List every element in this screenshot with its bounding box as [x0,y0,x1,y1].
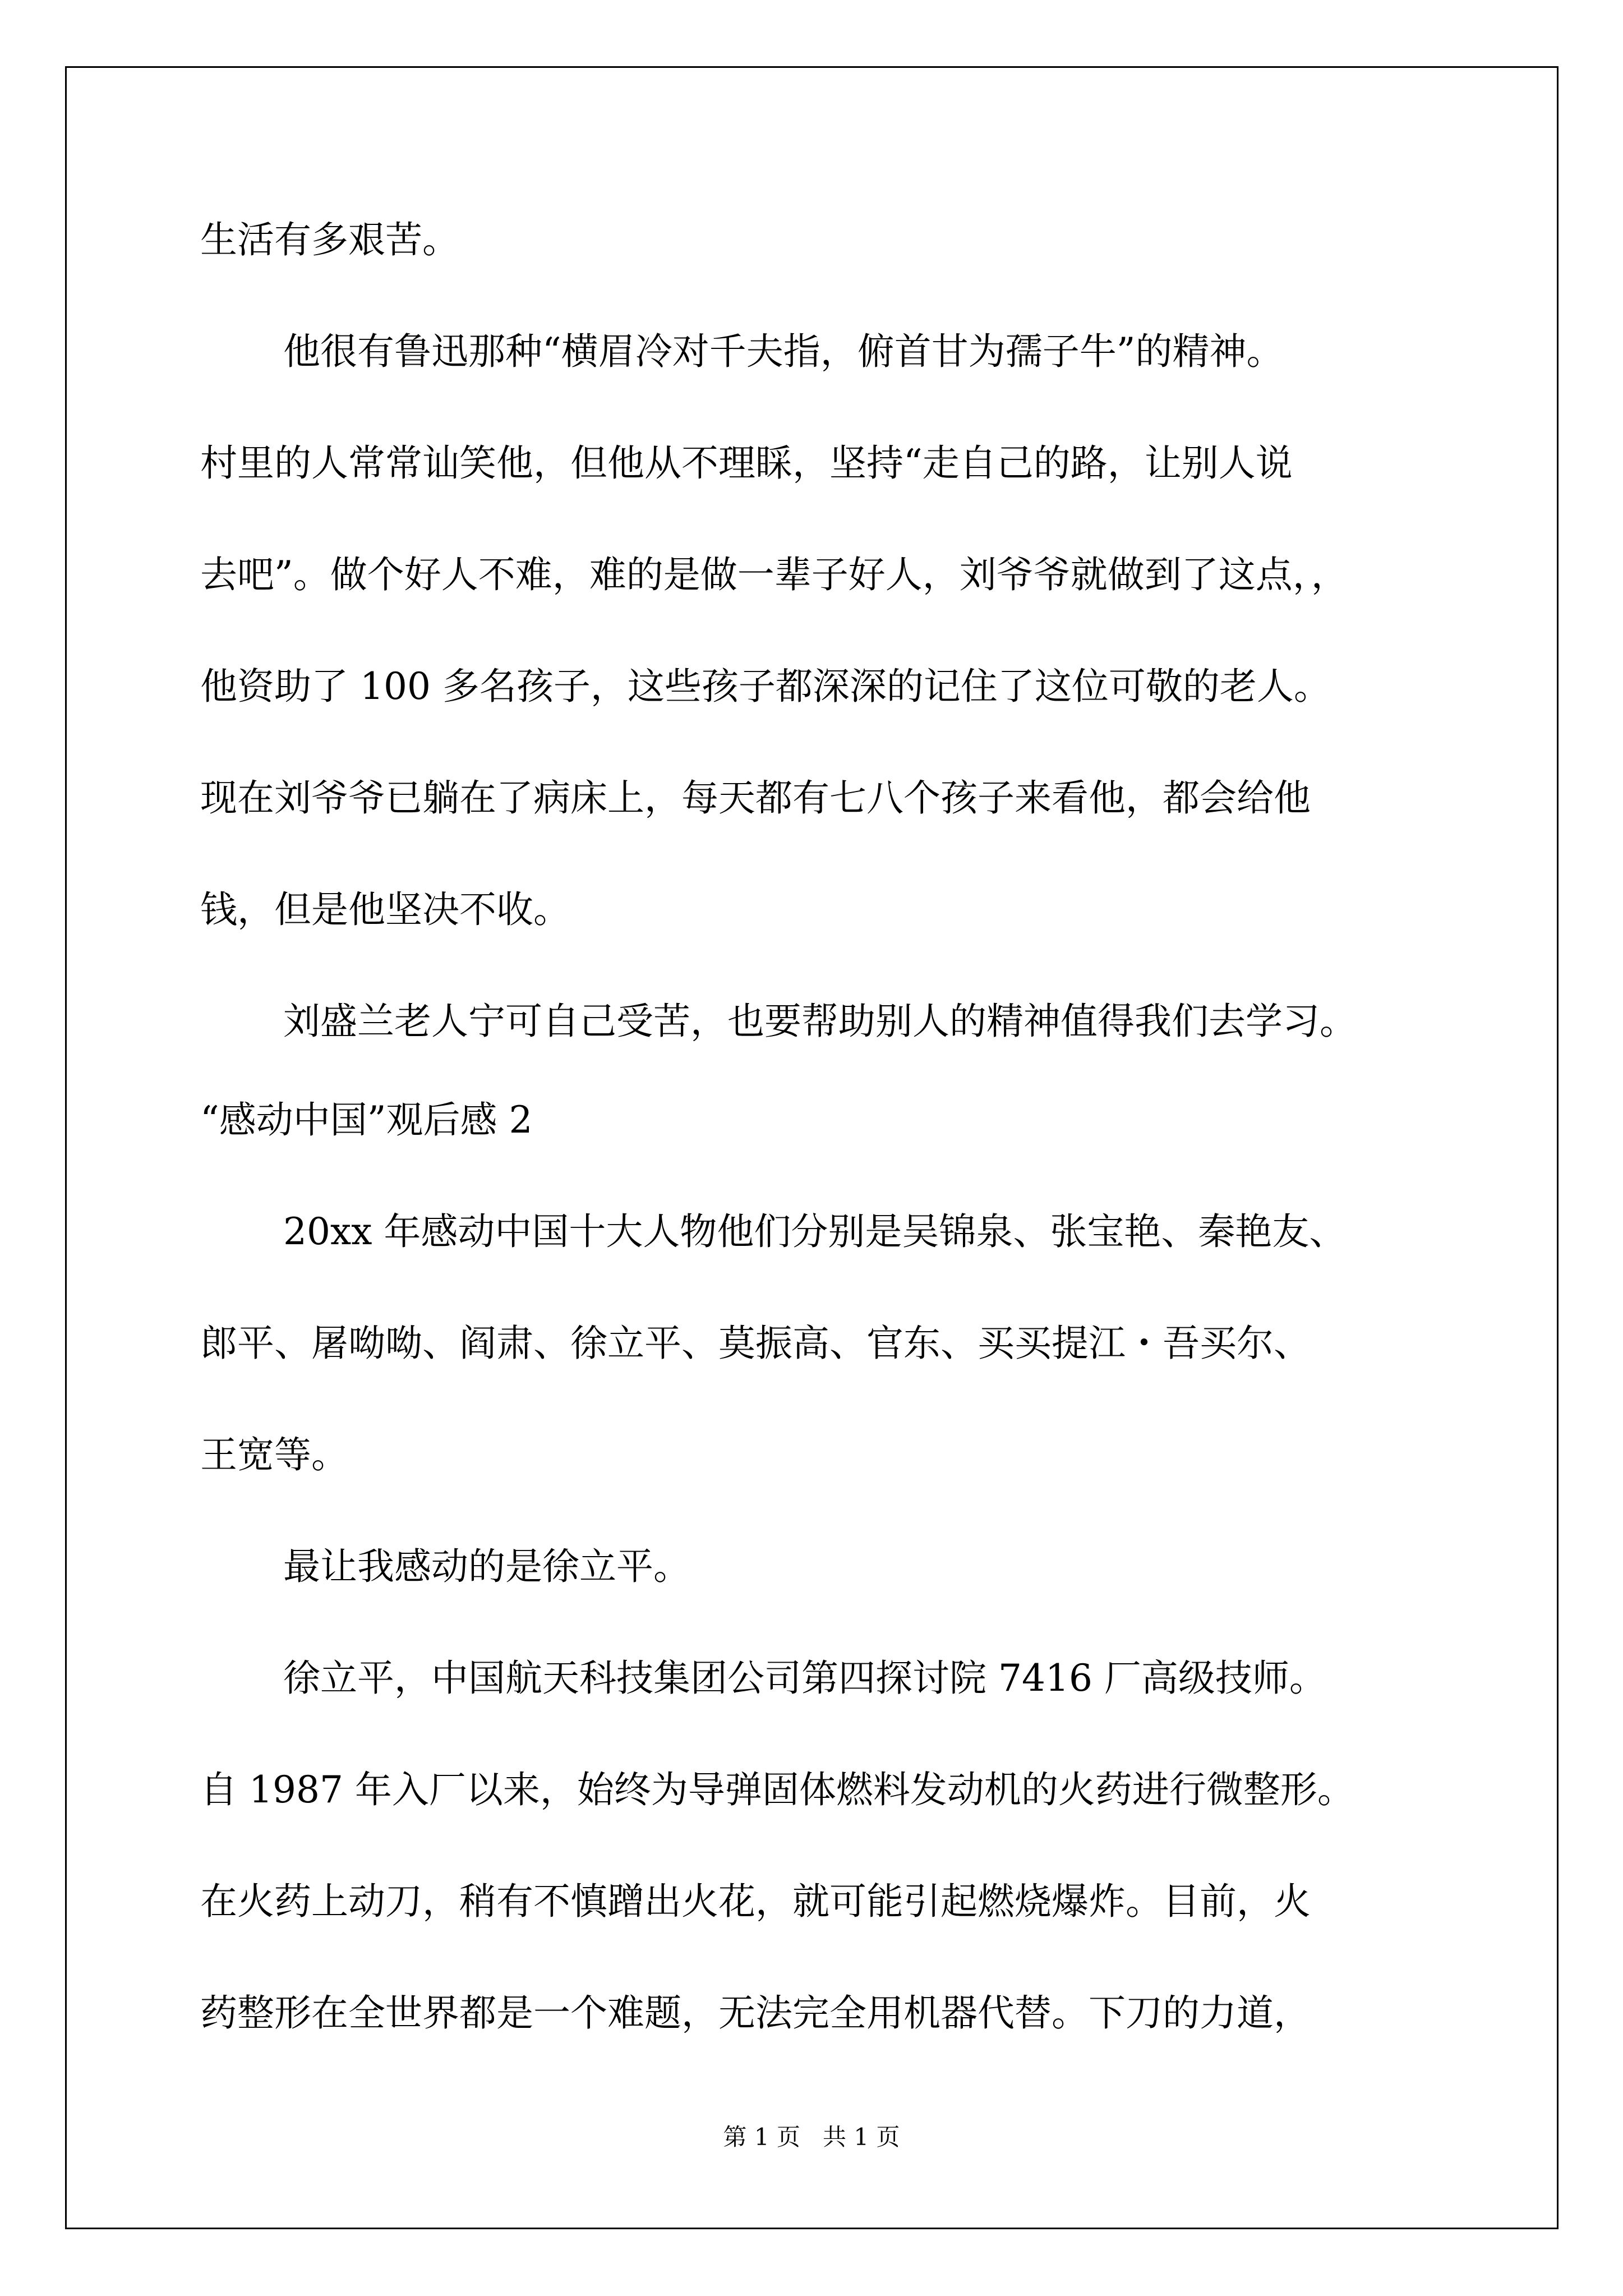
text-line: 郎平、屠呦呦、阎肃、徐立平、莫振高、官东、买买提江・吾买尔、 [200,1322,1311,1365]
text-line: 药整形在全世界都是一个难题，无法完全用机器代替。下刀的力道， [200,1991,1311,2035]
text-line: 钱，但是他坚决不收。 [200,888,570,931]
text-line: 王宽等。 [200,1433,348,1476]
text-line: 刘盛兰老人宁可自己受苦，也要帮助别人的精神值得我们去学习。 [283,1000,1357,1043]
text-line: 村里的人常常讪笑他，但他从不理睬，坚持“走自己的路，让别人说 [200,441,1293,485]
text-line: 现在刘爷爷已躺在了病床上，每天都有七八个孩子来看他，都会给他 [200,776,1311,820]
text-line: 他资助了 100 多名孩子，这些孩子都深深的记住了这位可敬的老人。 [200,665,1331,708]
text-line: 去吧”。做个好人不难，难的是做一辈子好人，刘爷爷就做到了这点，， [200,553,1348,596]
section-heading: “感动中国”观后感 2 [200,1098,533,1142]
text-line: 最让我感动的是徐立平。 [283,1545,690,1588]
text-line: 徐立平，中国航天科技集团公司第四探讨院 7416 厂高级技师。 [283,1657,1326,1700]
page-footer: 第 1 页 共 1 页 [723,2123,900,2151]
text-line: 他很有鲁迅那种“横眉冷对千夫指，俯首甘为孺子牛”的精神。 [283,330,1284,373]
text-line: 20xx 年感动中国十大人物他们分别是吴锦泉、张宝艳、秦艳友、 [283,1210,1347,1253]
text-line: 生活有多艰苦。 [200,218,459,261]
text-line: 在火药上动刀，稍有不慎蹭出火花，就可能引起燃烧爆炸。目前，火 [200,1880,1311,1923]
text-line: 自 1987 年入厂以来，始终为导弹固体燃料发动机的火药进行微整形。 [200,1768,1354,1811]
